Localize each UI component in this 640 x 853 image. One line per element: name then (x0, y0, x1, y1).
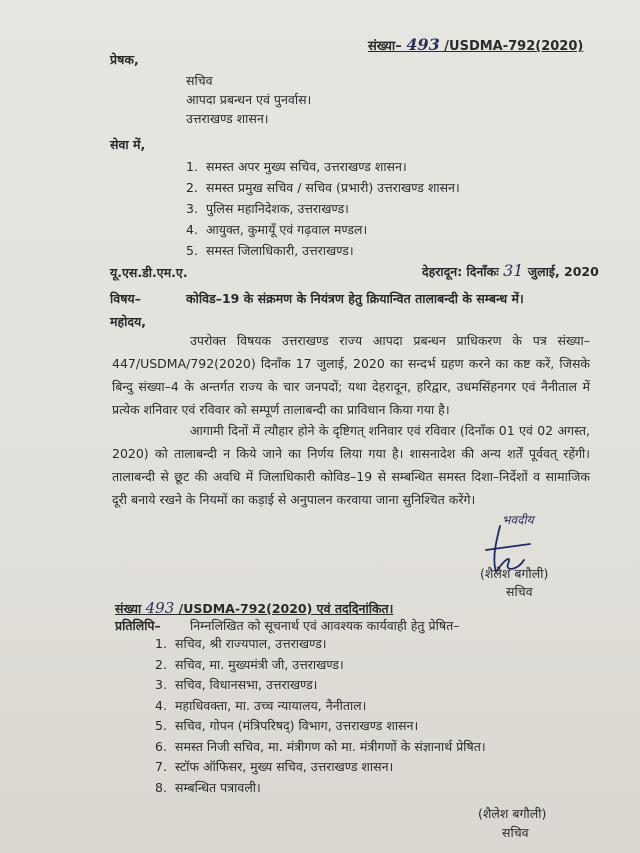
body-paragraph: उपरोक्त विषयक उत्तराखण्ड राज्य आपदा प्रबन्धन प्राधिकरण के पत्र संख्या–447/USDMA/792(2020) दिनाँक 17 जुलाई, 2020 का सन्दर्भ ग्रहण करने का कष्ट करें, जिसके बिन्दु संख्या–4 के अन्तर्गत राज्य के चार जनपदों; यथा देहरादून, हरिद्वार, उधमसिंहनगर एवं नैनीताल में प्रत्येक शनिवार एवं रविवार को सम्पूर्ण तालाबन्दी का प्राविधान किया गया है। (112, 333, 590, 417)
dateline (422, 263, 599, 280)
copy-ref-suffix: /USDMA-792(2020) एवं तददिनांकित। (178, 601, 394, 616)
sender-line: सचिव (186, 73, 213, 88)
list-item: 5. सचिव, गोपन (मंत्रिपरिषद्) विभाग, उत्तराखण्ड शासन। (155, 718, 419, 733)
date-prefix: देहरादून: दिनाँकः (422, 264, 499, 279)
reference-number (368, 37, 583, 55)
list-item: 4. महाधिवक्ता, मा. उच्च न्यायालय, नैनीताल। (155, 697, 367, 713)
list-item: 6. समस्त निजी सचिव, मा. मंत्रीगण को मा. मंत्रीगणों के संज्ञानार्थ प्रेषित। (155, 738, 486, 754)
sender-label: प्रेषक, (110, 52, 139, 67)
list-item: 4. आयुक्त, कुमायूँ एवं गढ़वाल मण्डल। (186, 222, 368, 237)
copy-ref-number-handwritten: 493 (145, 599, 175, 617)
sender-line: आपदा प्रबन्धन एवं पुनर्वास। (186, 92, 312, 107)
recipients-label: सेवा में, (110, 137, 146, 152)
ref-number-handwritten: 493 (406, 35, 440, 54)
date-month-year: जुलाई, 2020 (527, 264, 599, 279)
copy-to-intro: निम्नलिखित को सूचनार्थ एवं आवश्यक कार्यवाही हेतु प्रेषित– (190, 618, 460, 633)
closing-bhavdiya: भवदीय (502, 513, 534, 527)
salutation: महोदय, (110, 314, 146, 329)
signatory-title: सचिव (502, 825, 529, 840)
list-item: 2. समस्त प्रमुख सचिव / सचिव (प्रभारी) उत्तराखण्ड शासन। (186, 180, 460, 195)
signatory-title: सचिव (506, 584, 533, 599)
copy-ref-prefix: संख्या (115, 601, 142, 616)
recipients-list (186, 156, 460, 261)
copy-to-label: प्रतिलिपि– (115, 618, 161, 633)
list-item: 7. स्टॉफ ऑफिसर, मुख्य सचिव, उत्तराखण्ड शासन। (155, 759, 394, 774)
list-item: 1. समस्त अपर मुख्य सचिव, उत्तराखण्ड शासन। (186, 159, 407, 174)
subject-text: कोविड–19 के संक्रमण के नियंत्रण हेतु क्रियान्वित तालाबन्दी के सम्बन्ध में। (186, 291, 524, 306)
signatory-name: (शैलेश बगौली) (480, 566, 549, 581)
list-item: 2. सचिव, मा. मुख्यमंत्री जी, उत्तराखण्ड। (155, 656, 344, 672)
list-item: 3. सचिव, विधानसभा, उत्तराखण्ड। (155, 677, 318, 692)
list-item: 5. समस्त जिलाधिकारी, उत्तराखण्ड। (186, 243, 354, 258)
list-item: 3. पुलिस महानिदेशक, उत्तराखण्ड। (186, 201, 349, 216)
date-day-handwritten: 31 (503, 261, 524, 280)
list-item: 8. सम्बन्धित पत्रावली। (155, 779, 261, 795)
office-code: यू.एस.डी.एम.ए. (110, 265, 188, 280)
ref-prefix: संख्या– (368, 39, 402, 54)
copy-to-list (155, 634, 486, 798)
ref-suffix: /USDMA-792(2020) (444, 39, 584, 54)
copy-reference (115, 600, 393, 617)
sender-line: उत्तराखण्ड शासन। (186, 111, 269, 126)
body-paragraph: आगामी दिनों में त्यौहार होने के दृष्टिगत् शनिवार एवं रविवार (दिनाँक 01 एवं 02 अगस्त, 2020) को तालाबन्दी न किये जाने का निर्णय लिया गया है। शासनादेश की अन्य शर्तें पूर्ववत् रहेंगी। तालाबन्दी से छूट की अवधि में जिलाधिकारी कोविड–19 से सम्बन्धित समस्त दिशा–निर्देशों व सामाजिक दूरी बनाये रखने के नियमों का कड़ाई से अनुपालन करवाया जाना सुनिश्चित करेंगे। (112, 423, 590, 507)
signatory-name: (शैलेश बगौली) (478, 806, 547, 821)
subject-label: विषय– (110, 291, 141, 306)
list-item: 1. सचिव, श्री राज्यपाल, उत्तराखण्ड। (155, 636, 327, 651)
